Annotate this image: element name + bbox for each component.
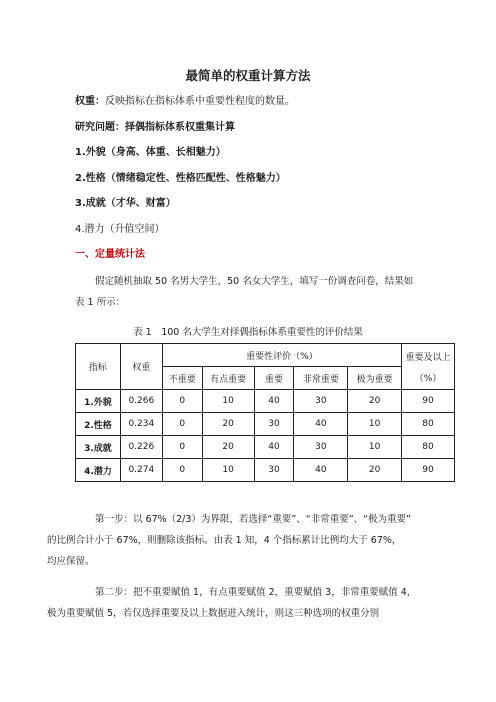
evaluation-table xyxy=(75,343,455,482)
table-cell: 30 xyxy=(294,436,348,459)
header-above xyxy=(402,344,455,390)
table-cell: 20 xyxy=(202,436,254,459)
header-above-label: 重要及以上 xyxy=(405,352,451,363)
weight-cell: 0.226 xyxy=(120,436,162,459)
table-row xyxy=(76,459,455,482)
table-cell: 20 xyxy=(202,413,254,436)
intro-line-2: 表 1 所示： xyxy=(75,297,126,308)
table-caption: 表 1 100 名大学生对择偶指标体系重要性的评价结果 xyxy=(133,327,363,338)
subheader-cell: 有点重要 xyxy=(202,367,254,390)
step2-line-1: 第二步：把不重要赋值 1，有点重要赋值 2，重要赋值 3，非常重要赋值 4， xyxy=(95,587,417,598)
table-cell: 0 xyxy=(162,459,202,482)
table-cell: 0 xyxy=(162,436,202,459)
definition-label: 权重： xyxy=(75,96,105,107)
table-cell: 30 xyxy=(254,413,294,436)
above-cell: 80 xyxy=(402,436,455,459)
table-cell: 40 xyxy=(294,413,348,436)
table-cell: 30 xyxy=(294,390,348,413)
above-cell: 90 xyxy=(402,459,455,482)
table-row xyxy=(76,436,455,459)
header-row-1 xyxy=(76,344,455,367)
table-cell: 0 xyxy=(162,390,202,413)
table-cell: 40 xyxy=(254,436,294,459)
table-cell: 10 xyxy=(348,436,402,459)
above-cell: 90 xyxy=(402,390,455,413)
header-indicator: 指标 xyxy=(76,344,121,390)
step1-paragraph xyxy=(47,509,455,572)
header-importance: 重要性评价（%） xyxy=(162,344,401,367)
section-heading: 一、定量统计法 xyxy=(75,249,145,260)
definition-line xyxy=(75,95,295,109)
header-above-unit: （%） xyxy=(414,373,442,384)
row-label: 2.性格 xyxy=(76,413,121,436)
table-row xyxy=(76,390,455,413)
subheader-cell: 不重要 xyxy=(162,367,202,390)
intro-line-1: 假定随机抽取 50 名男大学生，50 名女大学生，填写一份调查问卷，结果如 xyxy=(95,276,414,287)
item-potential: 4.潜力（升值空间） xyxy=(75,224,165,235)
weight-cell: 0.266 xyxy=(120,390,162,413)
step1-line-3: 均应保留。 xyxy=(47,556,95,567)
weight-cell: 0.234 xyxy=(120,413,162,436)
table-cell: 40 xyxy=(294,459,348,482)
item-personality: 2.性格（情绪稳定性、性格匹配性、性格魅力） xyxy=(75,173,286,184)
table-cell: 30 xyxy=(254,459,294,482)
weight-cell: 0.274 xyxy=(120,459,162,482)
subheader-cell: 非常重要 xyxy=(294,367,348,390)
step2-line-2: 极为重要赋值 5，若仅选择重要及以上数据进入统计，则这三种选项的权重分别 xyxy=(47,608,380,619)
subheader-cell: 极为重要 xyxy=(348,367,402,390)
row-label: 3.成就 xyxy=(76,436,121,459)
row-label: 4.潜力 xyxy=(76,459,121,482)
item-achievement: 3.成就（才华、财富） xyxy=(75,198,176,209)
step2-paragraph xyxy=(47,582,455,624)
subheader-cell: 重要 xyxy=(254,367,294,390)
research-question: 研究问题：择偶指标体系权重集计算 xyxy=(75,122,235,133)
table-cell: 20 xyxy=(348,459,402,482)
table-cell: 10 xyxy=(202,459,254,482)
table-cell: 40 xyxy=(254,390,294,413)
table-cell: 0 xyxy=(162,413,202,436)
definition-text: 反映指标在指标体系中重要性程度的数量。 xyxy=(105,96,295,107)
step1-line-2: 的比例合计小于 67%，则删除该指标。由表 1 知，4 个指标累计比例均大于 67%， xyxy=(47,535,402,546)
table-cell: 20 xyxy=(348,390,402,413)
row-label: 1.外貌 xyxy=(76,390,121,413)
intro-paragraph xyxy=(75,271,425,313)
table-cell: 10 xyxy=(348,413,402,436)
table-row xyxy=(76,413,455,436)
page-title: 最简单的权重计算方法 xyxy=(185,68,311,83)
step1-line-1: 第一步：以 67%（2/3）为界限，若选择“重要”、“非常重要”、“极为重要” xyxy=(95,514,411,525)
table-cell: 10 xyxy=(202,390,254,413)
above-cell: 80 xyxy=(402,413,455,436)
header-weight: 权重 xyxy=(120,344,162,390)
item-appearance: 1.外貌（身高、体重、长相魅力） xyxy=(75,147,226,158)
